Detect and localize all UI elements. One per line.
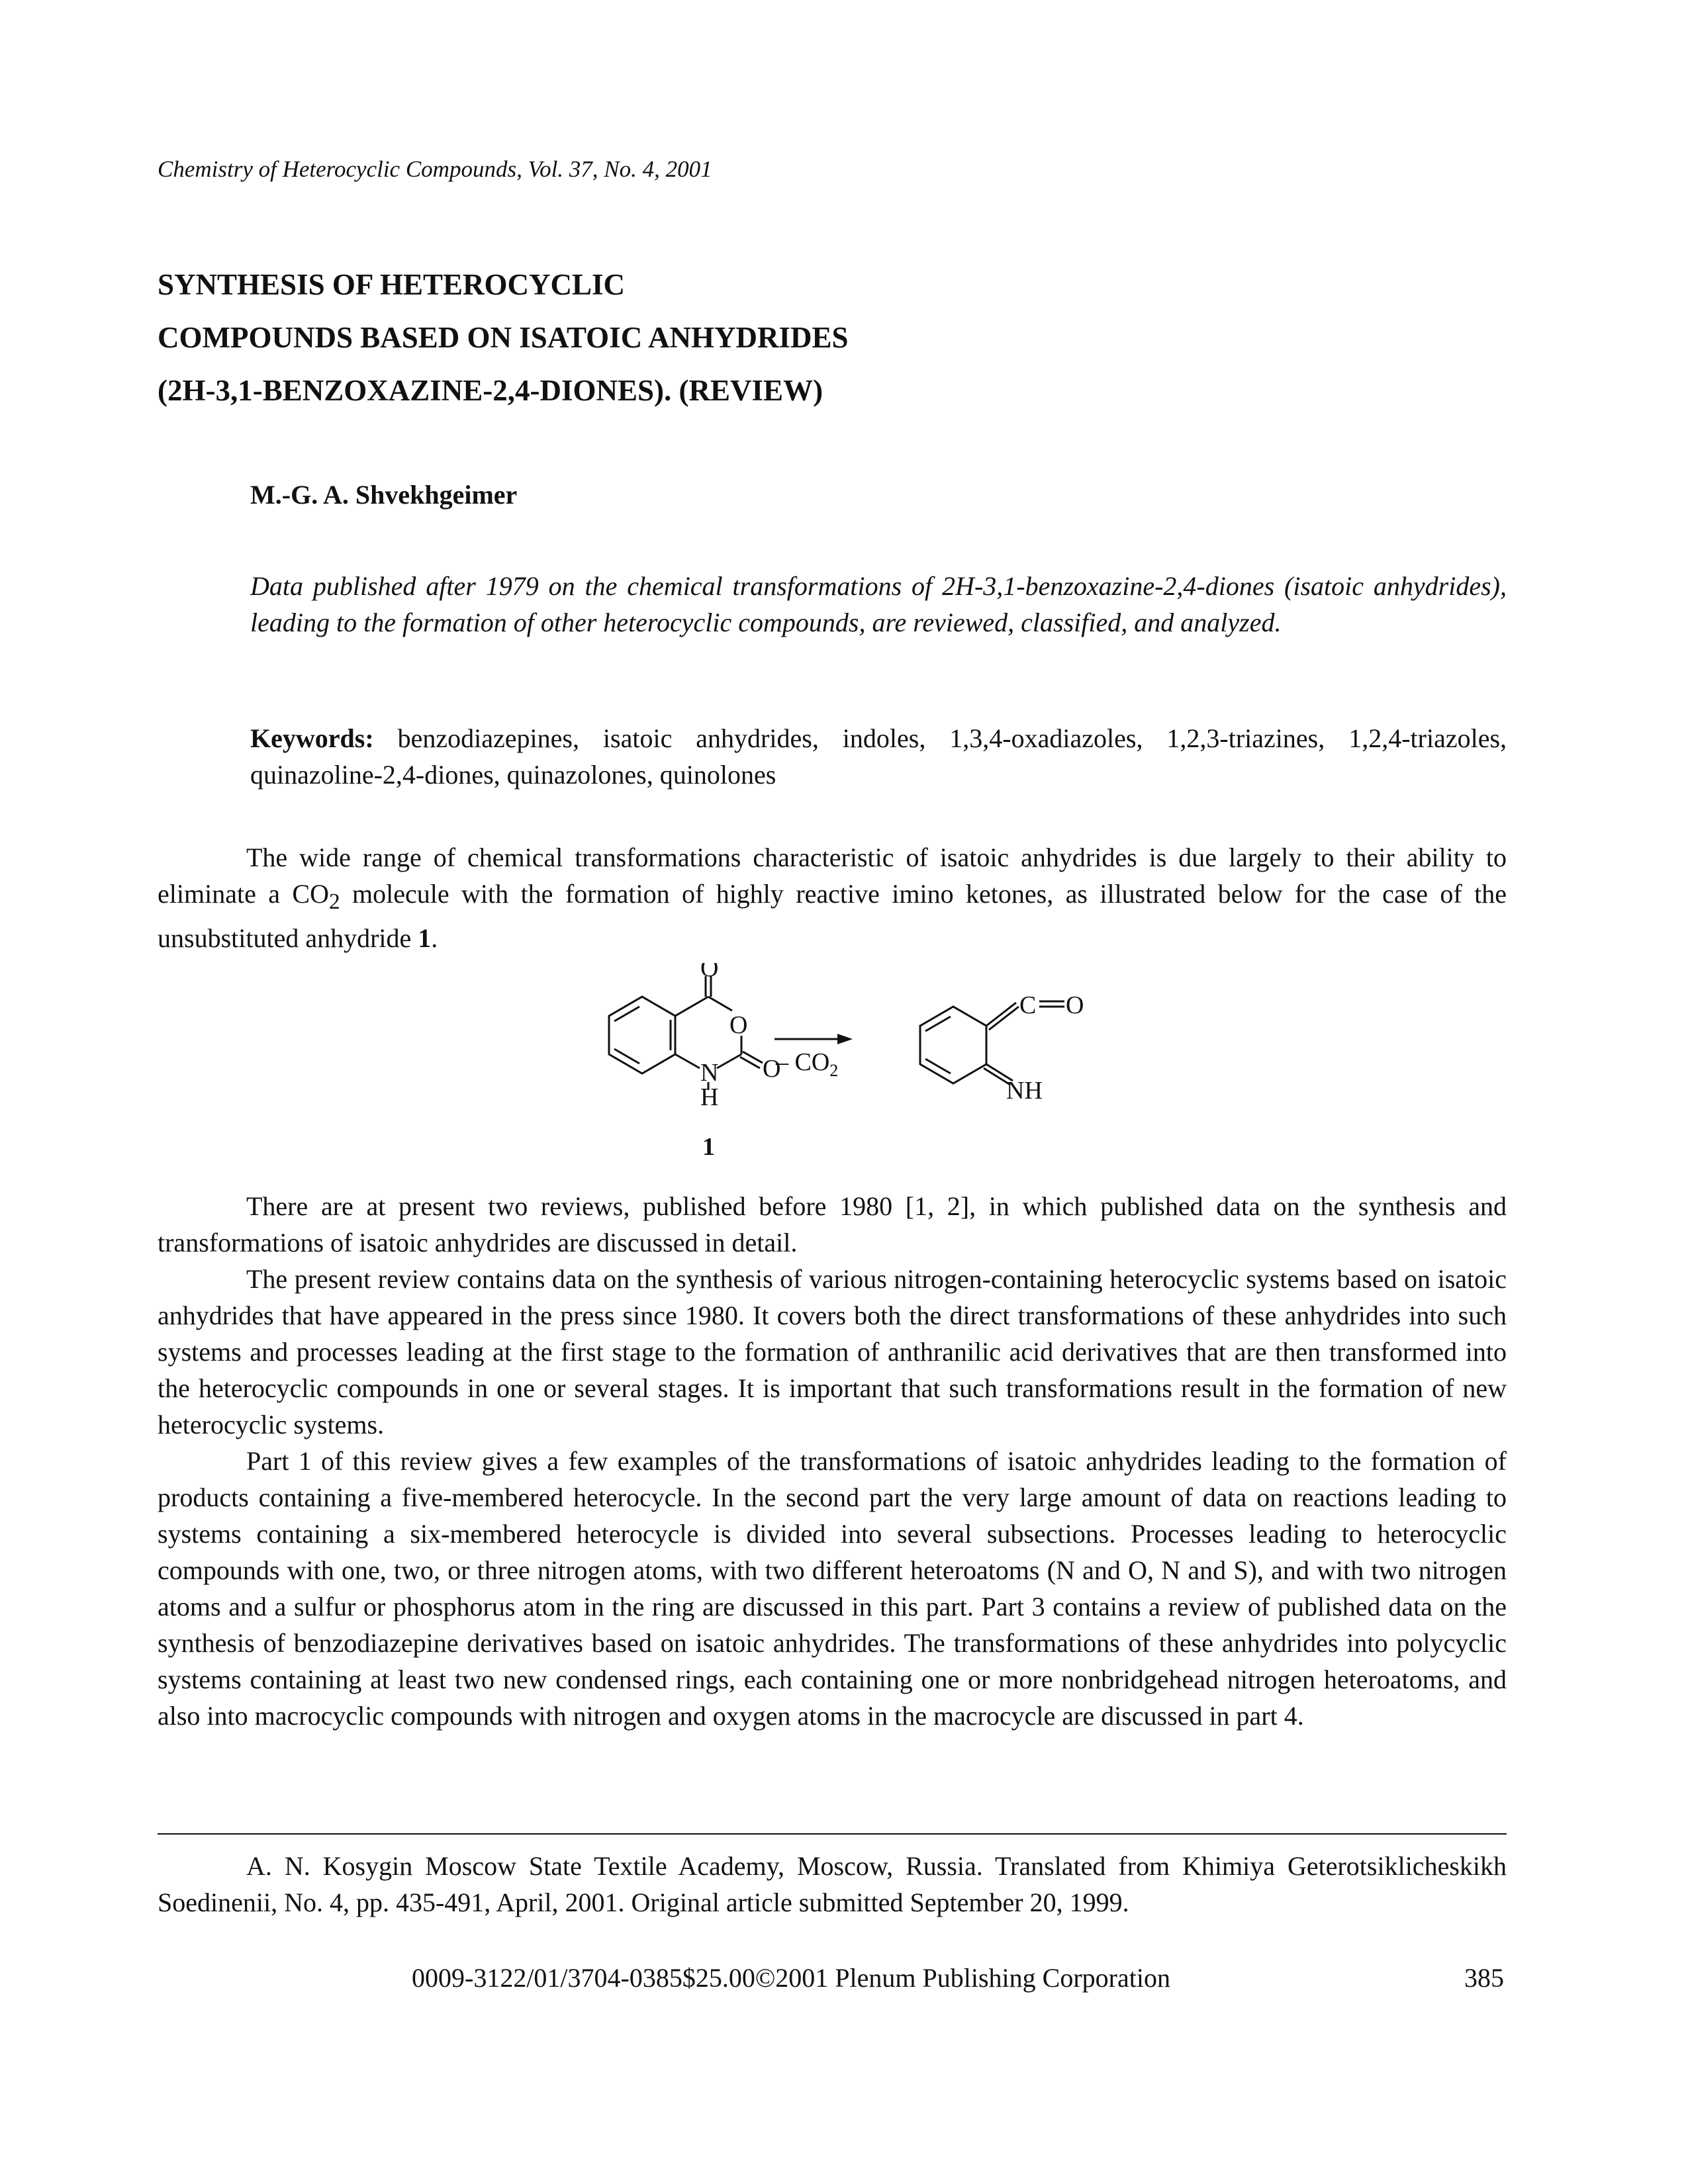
intro-text-2: molecule with the formation of highly reactive imino ketones, as illustrated below for the case of the unsubstituted anhydride <box>158 879 1507 953</box>
journal-citation: Chemistry of Heterocyclic Compounds, Vol. 37, No. 4, 2001 <box>158 156 712 182</box>
page-number: 385 <box>1464 1963 1504 1993</box>
intro-subscript: 2 <box>328 889 340 914</box>
main-body <box>158 1188 1507 1734</box>
reaction-scheme-svg <box>576 963 1105 1181</box>
footnote-text: A. N. Kosygin Moscow State Textile Academy, Moscow, Russia. Translated from Khimiya Geterotsiklicheskikh Soedinenii, No. 4, pp. 435-491, April, 2001. Original article submitted September 20, 1999. <box>158 1851 1507 1917</box>
paragraph-3: Part 1 of this review gives a few examples of the transformations of isatoic anhydrides leading to the formation of products containing a five-membered heterocycle. In the second part the very large amount of data on reactions leading to systems containing a six-membered heterocycle is divided into several subsections. Processes leading to heterocyclic compounds with one, two, or three nitrogen atoms, with two different heteroatoms (N and O, N and S), and with two nitrogen atoms and a sulfur or phosphorus atom in the ring are discussed in this part. Part 3 contains a review of published data on the synthesis of benzodiazepine derivatives based on isatoic anhydrides. The transformations of these anhydrides into polycyclic systems containing at least two new condensed rings, each containing one or more nonbridgehead nitrogen heteroatoms, and also into macrocyclic compounds with nitrogen and oxygen atoms in the macrocycle are discussed in part 4. <box>158 1446 1507 1731</box>
article-title <box>158 258 849 417</box>
atom-o-right: O <box>763 1055 781 1083</box>
intro-text-1: The wide range of chemical transformations characteristic of isatoic anhydrides is due largely to their ability to eliminate a CO <box>158 842 1507 909</box>
compound-ref: 1 <box>418 923 432 953</box>
author-name: M.-G. A. Shvekhgeimer <box>250 480 518 510</box>
keywords <box>250 720 1507 793</box>
atom-o-top: O <box>700 963 719 982</box>
atom-nh: NH <box>1006 1077 1043 1105</box>
paragraph-1: There are at present two reviews, published before 1980 [1, 2], in which published data on the synthesis and transformations of isatoic anhydrides are discussed in detail. <box>158 1191 1507 1257</box>
keywords-label: Keywords: <box>250 723 374 753</box>
abstract: Data published after 1979 on the chemical transformations of 2H-3,1-benzoxazine-2,4-diones (isatoic anhydrides), leading to the formation of other heterocyclic compounds, are reviewed, classified, and analyzed. <box>250 571 1507 637</box>
arrow-label: – $CO_2$ <box>776 1048 839 1080</box>
compound-label: 1 <box>702 1133 715 1161</box>
intro-paragraph <box>158 839 1507 956</box>
title-line-2: COMPOUNDS BASED ON ISATOIC ANHYDRIDES <box>158 321 849 354</box>
title-line-3: (2H-3,1-BENZOXAZINE-2,4-DIONES). (REVIEW) <box>158 374 823 407</box>
title-line-1: SYNTHESIS OF HETEROCYCLIC <box>158 268 626 301</box>
footnote <box>158 1848 1507 1921</box>
paragraph-2: The present review contains data on the synthesis of various nitrogen-containing heterocyclic systems based on isatoic anhydrides that have appeared in the press since 1980. It covers both the direct transformations of these anhydrides into such systems and processes leading at the first stage to the formation of anthranilic acid derivatives that are then transformed into the heterocyclic compounds in one or several stages. It is important that such transformations result in the formation of new heterocyclic systems. <box>158 1264 1507 1439</box>
atom-o-product: O <box>1066 991 1084 1019</box>
atom-n: N <box>700 1059 719 1087</box>
keywords-text: benzodiazepines, isatoic anhydrides, indoles, 1,3,4-oxadiazoles, 1,2,3-triazines, 1,2,4-triazoles, quinazoline-2,4-diones, quinazolones, quinolones <box>250 723 1507 790</box>
intro-text-end: . <box>431 923 438 953</box>
atom-h: H <box>700 1083 719 1111</box>
atom-o-ring: O <box>729 1011 748 1039</box>
atom-c: C <box>1019 991 1037 1019</box>
footer-identifier: 0009-3122/01/3704-0385$25.00©2001 Plenum Publishing Corporation <box>412 1963 1170 1993</box>
footnote-divider <box>158 1833 1507 1835</box>
reaction-scheme <box>576 963 1105 1181</box>
